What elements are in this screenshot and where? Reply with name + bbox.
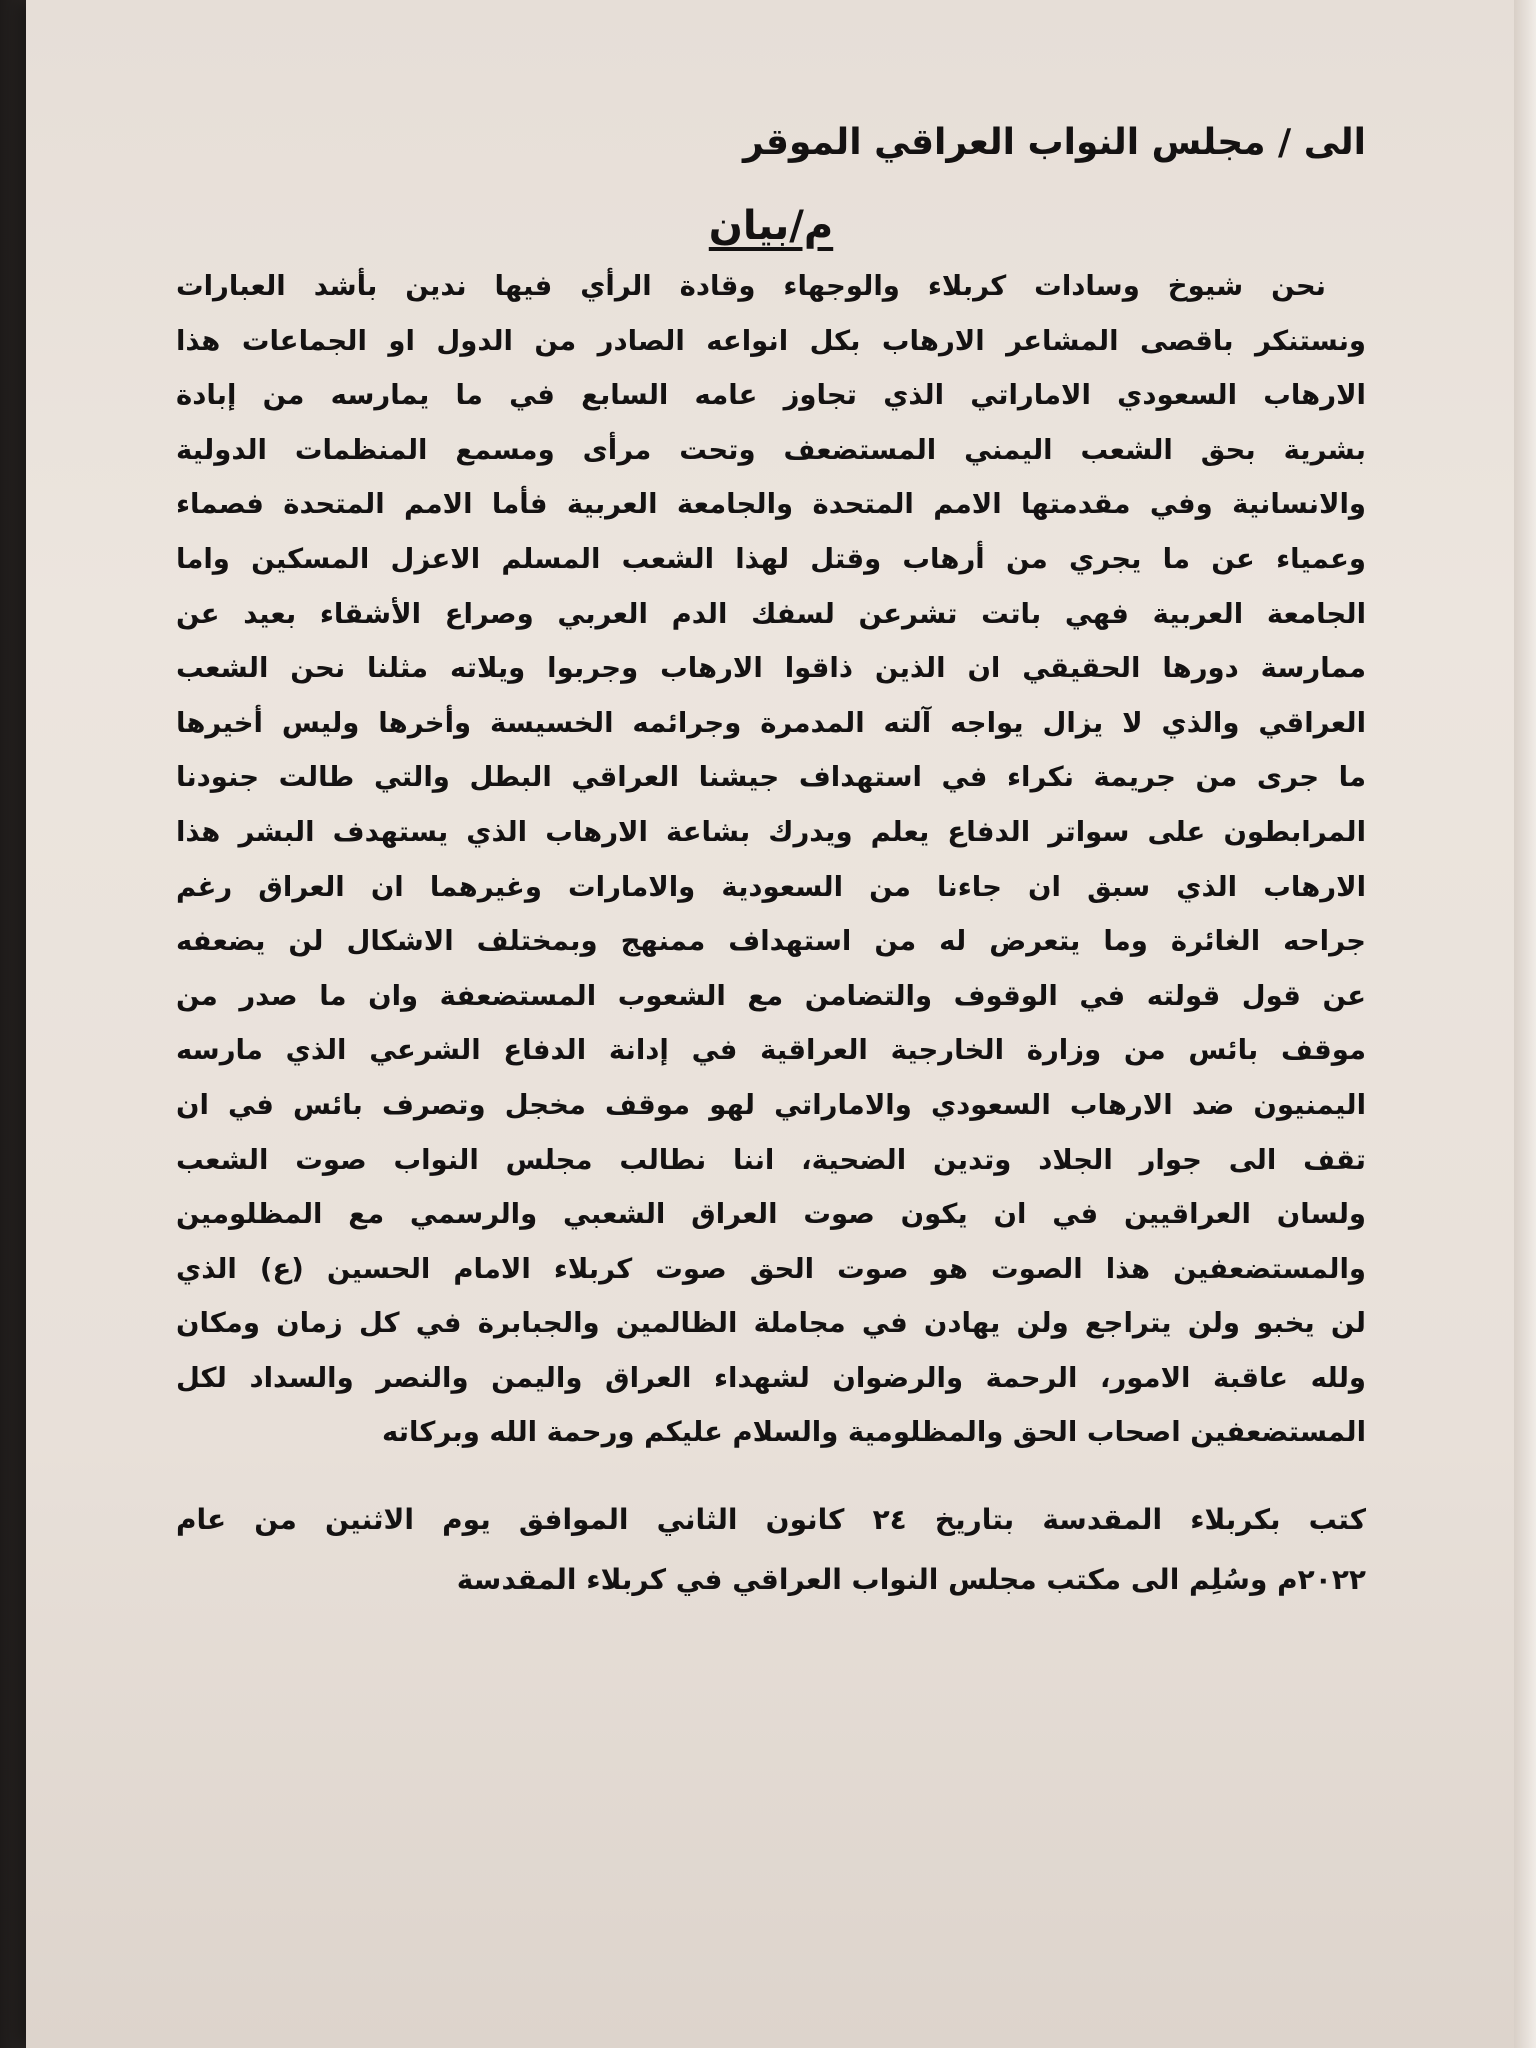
body-line: عن قول قولته في الوقوف والتضامن مع الشعوب المستضعفة وان ما صدر من (176, 979, 1366, 1012)
paper-sheet (26, 0, 1536, 2048)
body-line: اليمنيون ضد الارهاب السعودي والاماراتي لهو موقف مخجل وتصرف بائس في ان (176, 1088, 1366, 1121)
body-line: ولسان العراقيين في ان يكون صوت العراق الشعبي والرسمي مع المظلومين (176, 1198, 1366, 1231)
body-line: الجامعة العربية فهي باتت تشرعن لسفك الدم العربي وصراع الأشقاء بعيد عن (176, 597, 1366, 630)
body-line: ونستنكر باقصى المشاعر الارهاب بكل انواعه الصادر من الدول او الجماعات هذا (176, 324, 1366, 357)
body-line: بشرية بحق الشعب اليمني المستضعف وتحت مرأى ومسمع المنظمات الدولية (176, 433, 1366, 466)
body-line: نحن شيوخ وسادات كربلاء والوجهاء وقادة الرأي فيها ندين بأشد العبارات (176, 270, 1326, 302)
body-line: ممارسة دورها الحقيقي ان الذين ذاقوا الارهاب وجربوا ويلاته مثلنا نحن الشعب (176, 652, 1366, 685)
body-line: الارهاب السعودي الاماراتي الذي تجاوز عامه السابع في ما يمارسه من إبادة (176, 379, 1366, 412)
closing-line: كتب بكربلاء المقدسة بتاريخ ٢٤ كانون الثاني الموافق يوم الاثنين من عام (176, 1503, 1366, 1537)
subject-title: م/بيان (708, 203, 834, 249)
body-line: جراحه الغائرة وما يتعرض له من استهداف ممنهج وبمختلف الاشكال لن يضعفه (176, 925, 1366, 958)
paper-edge (1514, 0, 1536, 2048)
closing-note (176, 1490, 1366, 1610)
body-line: ما جرى من جريمة نكراء في استهداف جيشنا العراقي البطل والتي طالت جنودنا (176, 761, 1366, 794)
body-line: وعمياء عن ما يجري من أرهاب وقتل لهذا الشعب المسلم الاعزل المسكين واما (176, 542, 1366, 575)
addressee-heading: الى / مجلس النواب العراقي الموقر (743, 122, 1366, 163)
letter-body (176, 259, 1366, 1460)
body-line: المستضعفين اصحاب الحق والمظلومية والسلام عليكم ورحمة الله وبركاته (382, 1416, 1366, 1449)
body-line: ولله عاقبة الامور، الرحمة والرضوان لشهداء العراق واليمن والنصر والسداد لكل (176, 1361, 1366, 1394)
body-line: العراقي والذي لا يزال يواجه آلته المدمرة وجرائمه الخسيسة وأخرها وليس أخيرها (176, 706, 1366, 739)
body-line: والمستضعفين هذا الصوت هو صوت الحق صوت كربلاء الامام الحسين (ع) الذي (176, 1252, 1366, 1285)
closing-line: ٢٠٢٢م وسُلِم الى مكتب مجلس النواب العراقي في كربلاء المقدسة (456, 1563, 1366, 1597)
body-line: تقف الى جوار الجلاد وتدين الضحية، اننا نطالب مجلس النواب صوت الشعب (176, 1143, 1366, 1176)
body-line: المرابطون على سواتر الدفاع يعلم ويدرك بشاعة الارهاب الذي يستهدف البشر هذا (176, 815, 1366, 848)
body-line: موقف بائس من وزارة الخارجية العراقية في إدانة الدفاع الشرعي الذي مارسه (176, 1034, 1366, 1067)
body-line: والانسانية وفي مقدمتها الامم المتحدة والجامعة العربية فأما الامم المتحدة فصماء (176, 488, 1366, 521)
letter-document (176, 110, 1366, 1610)
body-line: لن يخبو ولن يتراجع ولن يهادن في مجاملة الظالمين والجبابرة في كل زمان ومكان (176, 1307, 1366, 1340)
body-line: الارهاب الذي سبق ان جاءنا من السعودية والامارات وغيرهما ان العراق رغم (176, 870, 1366, 903)
